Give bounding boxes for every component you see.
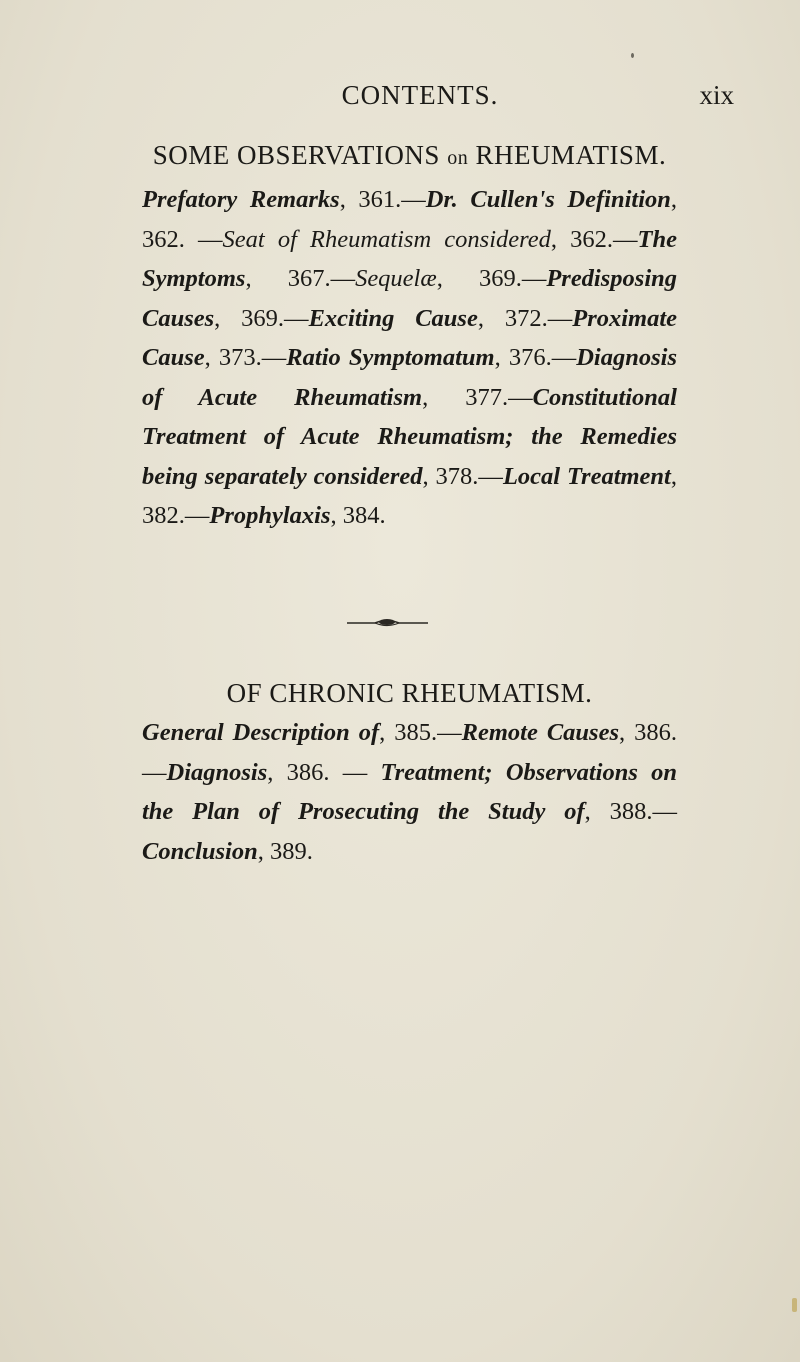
entry-title: Exciting Cause xyxy=(308,304,478,332)
contents-entries xyxy=(142,713,677,871)
entry-title: General Description of xyxy=(142,719,380,746)
page-reference: , 378.— xyxy=(422,462,503,490)
section-heading xyxy=(142,137,677,176)
page-reference: , 362. — xyxy=(142,186,677,253)
entry-title: Proximate Cause xyxy=(142,304,678,371)
entry-title: Seat of Rheumatism considered xyxy=(222,225,551,253)
page-reference: , 384. xyxy=(330,502,386,529)
entry-title: Diagnosis of Acute Rheumatism xyxy=(142,344,677,411)
page-reference: , 367.— xyxy=(245,265,356,292)
page-reference: , 373.— xyxy=(204,344,287,371)
page-reference: , 376.— xyxy=(494,344,577,371)
section-heading: OF CHRONIC RHEUMATISM. xyxy=(226,678,593,708)
entry-title: Predisposing Causes xyxy=(142,265,677,332)
running-head xyxy=(120,80,734,120)
divider-ornament xyxy=(345,617,430,629)
entry-title: Prophylaxis xyxy=(209,502,331,529)
heading-suffix: RHEUMATISM. xyxy=(468,140,667,170)
entry-title: Ratio Symptomatum xyxy=(286,344,495,371)
entry-title: Conclusion xyxy=(142,837,258,865)
page-reference: , 386. — xyxy=(267,758,381,786)
page-reference: , 389. xyxy=(257,837,313,865)
page-reference: , 377.— xyxy=(422,383,533,411)
paper-speck xyxy=(631,53,634,58)
contents-entries xyxy=(142,180,677,536)
page-reference: , 385.— xyxy=(379,719,462,746)
entry-title: Constitutional Treatment of Acute Rheumatism; the Remedies being separately considered xyxy=(142,383,677,490)
entry-title: Local Treatment xyxy=(502,462,671,490)
page-reference: , 362.— xyxy=(550,225,638,253)
entry-title: Dr. Cullen's Definition xyxy=(425,186,671,213)
entry-title: Prefatory Remarks xyxy=(142,186,340,213)
page-reference: , 382.— xyxy=(142,462,677,529)
entry-title: The Symptoms xyxy=(142,225,677,292)
page-number: xix xyxy=(699,80,734,110)
section-rheumatism xyxy=(142,137,677,536)
page-reference: , 372.— xyxy=(477,304,573,332)
section-chronic-rheumatism xyxy=(142,675,677,871)
running-title: CONTENTS. xyxy=(341,80,499,110)
page-reference: , 369.— xyxy=(436,265,547,292)
page-reference: , 369.— xyxy=(214,304,309,332)
heading-prefix: SOME OBSERVATIONS xyxy=(152,140,448,170)
entry-title: Remote Causes xyxy=(461,719,619,746)
page-reference: , 386.— xyxy=(142,719,677,786)
page-reference: , 361.— xyxy=(339,186,426,213)
entry-title: Treatment; Observations on the Plan of Prosecuting the Study of xyxy=(142,758,677,825)
page-edge-mark xyxy=(792,1298,797,1312)
page-reference: , 388.— xyxy=(584,798,677,825)
heading-on: on xyxy=(447,147,469,169)
entry-title: Diagnosis xyxy=(166,758,268,786)
entry-title: Sequelæ xyxy=(355,265,437,292)
